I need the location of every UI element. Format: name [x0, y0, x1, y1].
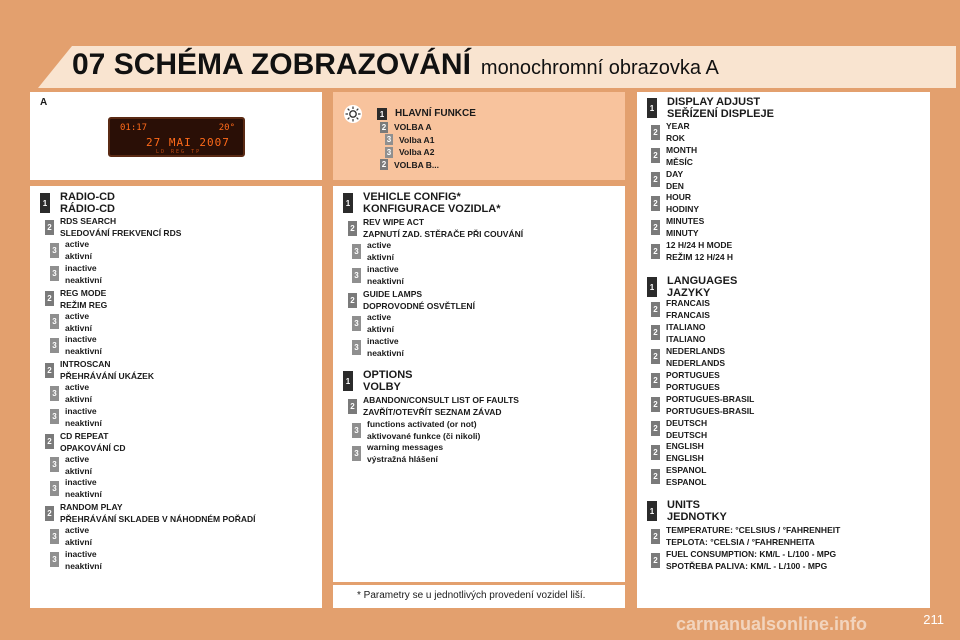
level-badge: 2 [348, 399, 357, 414]
sub-option-row [50, 333, 102, 357]
option-inactive: inactive [65, 548, 97, 559]
level-badge: 1 [343, 193, 353, 213]
sun-icon [343, 104, 363, 124]
option-inactive: inactive [367, 336, 399, 346]
option-active: active [65, 382, 90, 392]
sub-option-row [50, 548, 102, 572]
language-option-cz: ITALIANO [666, 333, 706, 344]
option-active-cz: aktivní [65, 322, 92, 333]
option-active: active [367, 240, 392, 250]
language-option-cz: NEDERLANDS [666, 357, 726, 368]
radio-option-en: RDS SEARCH [60, 216, 117, 226]
language-option-cz: PORTUGUES-BRASIL [666, 405, 755, 416]
language-option-row [651, 464, 706, 488]
level-badge: 2 [348, 293, 357, 308]
display-option-row [651, 239, 733, 263]
display-option-cz: ROK [666, 133, 685, 143]
level-badge: 1 [343, 371, 353, 391]
level-badge: 3 [352, 423, 361, 438]
options-title-en: OPTIONS [363, 369, 413, 381]
sub-option-row [50, 381, 92, 405]
options-functions-cz: aktivované funkce (či nikoli) [367, 431, 481, 441]
sub-option-row [352, 418, 480, 442]
sub-option-row [352, 239, 394, 263]
options-faults-cz: ZAVŘÍT/OTEVŘÍT SEZNAM ZÁVAD [363, 407, 502, 417]
lcd-date: 27 MAI 2007 [146, 136, 230, 149]
level-badge: 3 [352, 340, 361, 355]
option-inactive-cz: neaktivní [65, 489, 102, 499]
level-badge: 2 [45, 220, 54, 235]
vehicle-option-cz: ZAPNUTÍ ZAD. STĚRAČE PŘI COUVÁNÍ [363, 229, 524, 239]
display-title-en: DISPLAY ADJUST [667, 96, 761, 108]
panel-a-label: A [40, 97, 48, 108]
option-inactive: inactive [65, 334, 97, 344]
footnote: * Parametry se u jednotlivých provedení vozidel liší. [357, 590, 586, 601]
level-badge: 1 [647, 501, 657, 521]
level-badge: 2 [651, 196, 660, 211]
display-title-cz: SEŘÍZENÍ DISPLEJE [667, 108, 774, 120]
level-badge: 2 [651, 148, 660, 163]
units-title-cz: JEDNOTKY [667, 511, 727, 523]
language-option-cz: ENGLISH [666, 453, 704, 464]
option-active: active [367, 312, 392, 322]
level-badge: 2 [651, 553, 660, 568]
level-badge: 2 [651, 302, 660, 317]
level-badge: 3 [50, 457, 59, 472]
units-option-row [651, 548, 836, 572]
radio-option-en: INTROSCAN [60, 359, 111, 369]
radio-option-en: CD REPEAT [60, 430, 109, 441]
option-active-cz: aktivní [65, 465, 92, 476]
display-option-en: 12 H/24 H MODE [666, 240, 733, 250]
level-badge: 3 [50, 552, 59, 567]
main-function-row [380, 121, 432, 133]
level-badge: 2 [381, 122, 387, 132]
language-option-en: ITALIANO [666, 321, 706, 332]
display-option-en: MINUTES [666, 216, 705, 227]
sub-option-row [352, 441, 443, 465]
watermark: carmanualsonline.info [676, 614, 868, 634]
languages-heading [647, 275, 737, 299]
sub-option-row [352, 263, 404, 287]
language-option-row [651, 321, 706, 345]
level-badge: 2 [651, 397, 660, 412]
units-option-cz: SPOTŘEBA PALIVA: KM/L - L/100 - MPG [666, 561, 828, 571]
level-badge: 3 [352, 268, 361, 283]
option-inactive: inactive [65, 477, 97, 487]
language-option-cz: ESPANOL [666, 477, 707, 488]
display-option-en: HOUR [666, 192, 692, 203]
radio-option-row [45, 358, 154, 382]
vehicle-option-row [348, 216, 523, 240]
option-inactive: inactive [367, 264, 399, 274]
lcd-time: 01:17 [120, 123, 148, 133]
main-functions-heading [377, 108, 476, 120]
radio-title-en: RADIO-CD [60, 191, 115, 203]
main-function-row [385, 146, 434, 158]
level-badge: 2 [45, 363, 54, 378]
vehicle-title-en: VEHICLE CONFIG* [363, 191, 461, 203]
level-badge: 2 [651, 421, 660, 436]
display-option-cz: MINUTY [666, 228, 699, 239]
main-function-item: Volba A2 [399, 147, 435, 157]
units-option-en: TEMPERATURE: °CELSIUS / °FAHRENHEIT [666, 525, 841, 535]
level-badge: 3 [352, 316, 361, 331]
panel-main-functions [333, 92, 625, 180]
languages-title-en: LANGUAGES [667, 275, 738, 287]
option-active-cz: aktivní [367, 252, 394, 262]
option-active-cz: aktivní [367, 324, 394, 334]
option-inactive-cz: neaktivní [65, 560, 102, 571]
main-function-item: VOLBA B... [394, 159, 440, 170]
level-badge: 3 [50, 243, 59, 258]
option-inactive-cz: neaktivní [65, 346, 102, 356]
level-badge: 3 [50, 529, 59, 544]
level-badge: 2 [651, 469, 660, 484]
sub-option-row [50, 453, 92, 477]
radio-option-en: REG MODE [60, 287, 107, 298]
vehicle-title-cz: KONFIGURACE VOZIDLA* [363, 203, 501, 215]
radio-option-en: RANDOM PLAY [60, 502, 123, 512]
display-option-en: YEAR [666, 121, 690, 131]
display-option-cz: DEN [666, 180, 684, 191]
language-option-en: ENGLISH [666, 441, 704, 452]
sub-option-row [50, 524, 92, 548]
vehicle-option-row [348, 288, 475, 312]
options-functions-en: functions activated (or not) [367, 419, 477, 429]
radio-option-row [45, 215, 181, 239]
lcd-temperature: 20° [218, 123, 235, 133]
option-inactive: inactive [65, 405, 97, 416]
level-badge: 2 [651, 373, 660, 388]
options-warnings-en: warning messages [367, 442, 444, 452]
level-badge: 3 [386, 147, 392, 157]
level-badge: 2 [348, 221, 357, 236]
sub-option-row [50, 238, 92, 262]
main-functions-title: HLAVNÍ FUNKCE [395, 108, 476, 119]
option-active: active [65, 239, 90, 249]
option-active-cz: aktivní [65, 394, 92, 404]
option-active-cz: aktivní [65, 537, 92, 547]
sub-option-row [50, 262, 102, 286]
vehicle-option-cz: DOPROVODNÉ OSVĚTLENÍ [363, 301, 475, 311]
display-option-cz: REŽIM 12 H/24 H [666, 252, 734, 262]
option-active-cz: aktivní [65, 251, 92, 261]
radio-option-row [45, 501, 256, 525]
display-option-row [651, 215, 704, 239]
main-function-item: Volba A1 [399, 134, 435, 145]
language-option-en: FRANCAIS [666, 298, 710, 308]
page-title-main: 07 SCHÉMA ZOBRAZOVÁNÍ [72, 48, 471, 81]
language-option-en: ESPANOL [666, 465, 707, 476]
vehicle-heading [343, 191, 501, 215]
option-active: active [65, 310, 90, 321]
level-badge: 3 [352, 446, 361, 461]
radio-option-cz: SLEDOVÁNÍ FREKVENCÍ RDS [60, 228, 182, 238]
language-option-row [651, 417, 707, 441]
main-function-row [385, 134, 434, 146]
language-option-en: PORTUGUES-BRASIL [666, 393, 755, 404]
lcd-indicators: LD REG TP [156, 149, 202, 155]
display-option-row [651, 168, 684, 192]
level-badge: 1 [377, 108, 387, 120]
level-badge: 3 [50, 386, 59, 401]
display-option-en: DAY [666, 168, 684, 179]
language-option-en: PORTUGUES [666, 369, 720, 380]
units-title-en: UNITS [667, 499, 700, 511]
level-badge: 1 [647, 98, 657, 118]
language-option-en: NEDERLANDS [666, 345, 726, 356]
option-active: active [65, 525, 90, 535]
level-badge: 2 [651, 125, 660, 140]
display-option-cz: HODINY [666, 204, 700, 215]
level-badge: 2 [45, 291, 54, 306]
radio-option-row [45, 287, 107, 311]
level-badge: 3 [50, 481, 59, 496]
vehicle-option-en: REV WIPE ACT [363, 217, 425, 227]
options-faults-en: ABANDON/CONSULT LIST OF FAULTS [363, 395, 519, 405]
display-heading [647, 96, 774, 120]
radio-title-cz: RÁDIO-CD [60, 203, 115, 215]
page-title-sub: monochromní obrazovka A [480, 57, 719, 79]
options-heading [343, 369, 413, 393]
language-option-cz: PORTUGUES [666, 381, 720, 392]
level-badge: 2 [45, 434, 54, 449]
option-inactive: inactive [65, 262, 97, 273]
main-function-row [380, 159, 439, 171]
sub-option-row [50, 476, 102, 500]
units-option-en: FUEL CONSUMPTION: KM/L - L/100 - MPG [666, 549, 837, 559]
level-badge: 2 [651, 172, 660, 187]
radio-option-cz: REŽIM REG [60, 299, 108, 310]
language-option-cz: FRANCAIS [666, 310, 710, 320]
display-option-row [651, 191, 699, 215]
level-badge: 3 [50, 266, 59, 281]
level-badge: 1 [40, 193, 50, 213]
units-option-row [651, 524, 840, 548]
display-option-en: MONTH [666, 144, 698, 155]
language-option-row [651, 345, 725, 369]
units-heading [647, 499, 727, 523]
option-inactive-cz: neaktivní [65, 417, 102, 428]
level-badge: 2 [651, 445, 660, 460]
main-function-item: VOLBA A [394, 122, 432, 132]
level-badge: 2 [45, 506, 54, 521]
level-badge: 3 [50, 314, 59, 329]
language-option-en: DEUTSCH [666, 417, 708, 428]
sub-option-row [352, 335, 404, 359]
display-option-cz: MĚSÍC [666, 156, 693, 167]
sub-option-row [352, 311, 394, 335]
radio-option-cz: PŘEHRÁVÁNÍ SKLADEB V NÁHODNÉM POŘADÍ [60, 514, 256, 524]
language-option-row [651, 297, 710, 321]
option-active: active [65, 453, 90, 464]
level-badge: 2 [651, 220, 660, 235]
display-option-row [651, 144, 697, 168]
options-title-cz: VOLBY [363, 381, 401, 393]
display-option-row [651, 120, 690, 144]
level-badge: 2 [651, 325, 660, 340]
option-inactive-cz: neaktivní [65, 274, 102, 285]
sub-option-row [50, 310, 92, 334]
level-badge: 2 [381, 160, 387, 169]
option-inactive-cz: neaktivní [367, 276, 404, 286]
radio-heading [40, 191, 115, 215]
radio-option-cz: PŘEHRÁVÁNÍ UKÁZEK [60, 371, 154, 381]
level-badge: 3 [352, 244, 361, 259]
level-badge: 2 [651, 349, 660, 364]
vehicle-option-en: GUIDE LAMPS [363, 289, 423, 299]
languages-title-cz: JAZYKY [667, 287, 711, 299]
language-option-cz: DEUTSCH [666, 429, 708, 440]
level-badge: 3 [386, 135, 392, 144]
options-warnings-cz: výstražná hlášení [367, 454, 438, 464]
option-inactive-cz: neaktivní [367, 348, 404, 358]
level-badge: 1 [647, 277, 657, 297]
page-title [72, 48, 719, 86]
level-badge: 3 [50, 338, 59, 353]
language-option-row [651, 393, 754, 417]
sub-option-row [50, 405, 102, 429]
radio-option-cz: OPAKOVÁNÍ CD [60, 442, 126, 453]
lcd-display [108, 117, 245, 157]
radio-option-row [45, 430, 126, 454]
units-option-cz: TEPLOTA: °CELSIA / °FAHRENHEITA [666, 537, 815, 547]
level-badge: 3 [50, 409, 59, 424]
page-number: 211 [923, 612, 944, 627]
level-badge: 2 [651, 529, 660, 544]
language-option-row [651, 369, 720, 393]
options-faults-row [348, 394, 519, 418]
language-option-row [651, 440, 704, 464]
level-badge: 2 [651, 244, 660, 259]
